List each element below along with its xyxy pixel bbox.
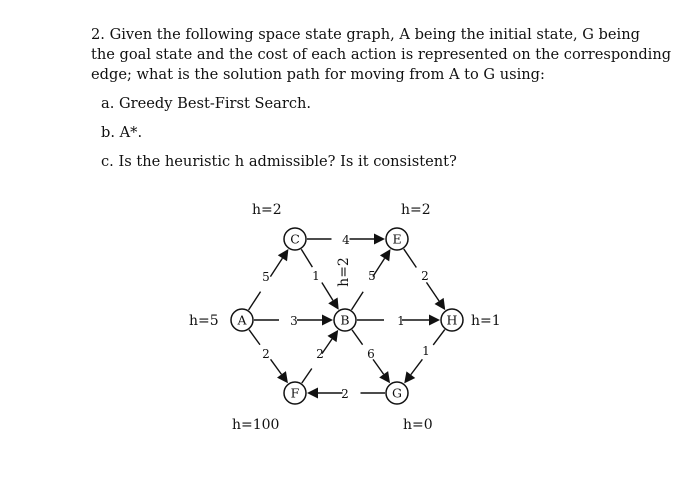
edge-line	[352, 330, 363, 345]
node-label: C	[290, 231, 300, 247]
edge-line	[322, 282, 333, 300]
node-e	[386, 228, 408, 250]
arrow-head	[328, 298, 338, 310]
edge-a-f	[249, 330, 288, 384]
edge-c-b	[301, 249, 338, 310]
edge-h-g	[404, 330, 445, 384]
edge-cost-label: 2	[316, 347, 324, 361]
arrow-head	[429, 315, 440, 326]
edge-b-e	[351, 249, 390, 310]
arrow-head	[435, 298, 446, 310]
edge-line	[249, 292, 261, 310]
edge-cost-label: 1	[312, 269, 320, 283]
arrow-head	[374, 234, 385, 245]
edge-line	[411, 359, 423, 374]
edge-b-h	[357, 314, 440, 328]
edge-line	[271, 359, 282, 374]
node-label: F	[290, 385, 300, 401]
arrow-head	[277, 371, 288, 383]
edge-line	[249, 330, 260, 345]
edge-cost-label: 2	[341, 387, 349, 401]
arrow-head	[327, 330, 338, 342]
edge-cost-label: 1	[397, 314, 405, 328]
heuristic-label-e: h=2	[401, 202, 431, 218]
heuristic-label-b: h=2	[336, 257, 352, 287]
edge-cost-label: 6	[367, 347, 375, 361]
edge-cost-label: 5	[262, 270, 270, 284]
edge-cost-label: 1	[422, 344, 430, 358]
part-b-astar: b. A*.	[101, 124, 143, 141]
edge-g-f	[307, 387, 385, 401]
heuristic-label-a: h=5	[189, 313, 219, 329]
heuristic-label-g: h=0	[403, 417, 433, 433]
edge-line	[433, 330, 445, 345]
edge-cost-label: 5	[368, 269, 376, 283]
edge-line	[270, 258, 282, 276]
arrow-head	[379, 371, 390, 383]
node-c	[284, 228, 306, 250]
node-label: G	[392, 385, 402, 401]
edge-e-h	[404, 249, 446, 310]
edge-line	[373, 359, 384, 374]
question-line-1: 2. Given the following space state graph, A being the initial state, G being	[91, 26, 640, 43]
question-line-2: the goal state and the cost of each action is represented on the corresponding	[91, 46, 672, 63]
edge-cost-label: 2	[262, 347, 270, 361]
question-line-3: edge; what is the solution path for moving from A to G using:	[91, 66, 545, 83]
edge-a-c	[249, 249, 289, 310]
edge-line	[404, 249, 417, 268]
part-c-heuristic-question: c. Is the heuristic h admissible? Is it consistent?	[101, 153, 457, 170]
node-f	[284, 382, 306, 404]
node-a	[231, 309, 253, 331]
heuristic-label-h: h=1	[471, 313, 501, 329]
node-label: H	[446, 312, 458, 328]
edge-c-e	[307, 233, 385, 247]
node-h	[441, 309, 463, 331]
node-label: A	[237, 312, 247, 328]
node-label: B	[340, 312, 350, 328]
node-label: E	[392, 231, 402, 247]
edge-line	[302, 368, 312, 383]
edge-f-b	[302, 330, 338, 383]
edge-cost-label: 4	[342, 233, 350, 247]
edge-a-b	[254, 314, 333, 328]
edge-line	[301, 249, 312, 267]
arrow-head	[404, 371, 415, 383]
node-g	[386, 382, 408, 404]
edge-cost-label: 3	[290, 314, 298, 328]
arrow-head	[278, 249, 289, 261]
node-b	[334, 309, 356, 331]
edge-b-g	[352, 330, 390, 383]
edge-cost-label: 2	[421, 269, 429, 283]
edge-line	[351, 292, 363, 310]
arrow-head	[322, 315, 333, 326]
part-a-greedy: a. Greedy Best-First Search.	[101, 95, 312, 112]
edge-line	[426, 282, 439, 301]
heuristic-label-f: h=100	[232, 417, 280, 433]
arrow-head	[380, 249, 391, 261]
arrow-head	[307, 388, 318, 399]
heuristic-label-c: h=2	[252, 202, 282, 218]
